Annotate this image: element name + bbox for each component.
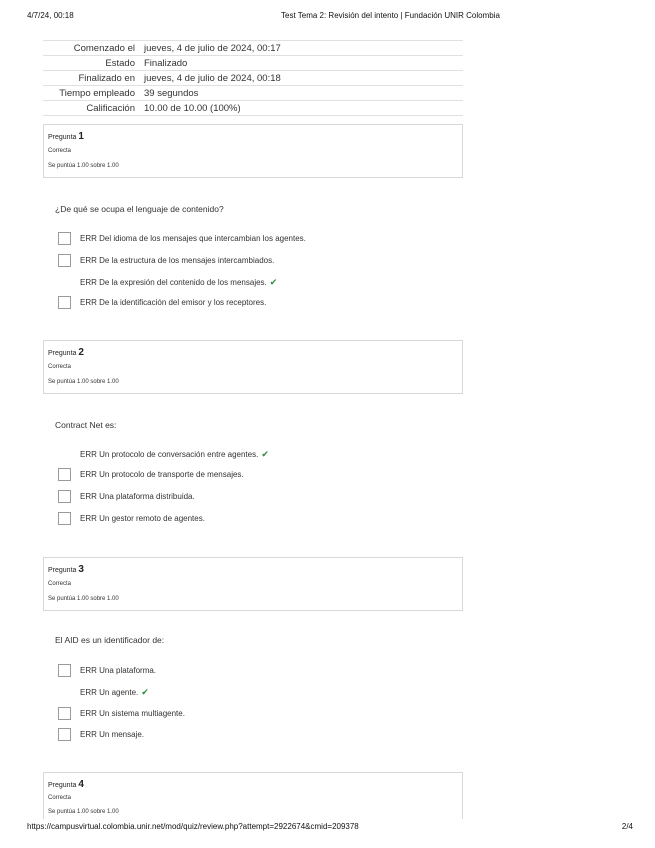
- attempt-summary-table: [43, 40, 463, 116]
- question-text: El AID es un identificador de:: [55, 635, 165, 645]
- answer-option-correct: [58, 447, 458, 461]
- answer-label: ERR Un mensaje.: [80, 730, 145, 739]
- summary-value: jueves, 4 de julio de 2024, 00:18: [144, 72, 281, 84]
- answer-label: ERR Un sistema multiagente.: [80, 709, 185, 718]
- summary-row: [43, 86, 463, 101]
- question-info-2: [43, 340, 463, 394]
- summary-label: Finalizado en: [78, 72, 135, 84]
- summary-label: Calificación: [86, 102, 135, 114]
- check-icon: ✔: [261, 449, 269, 459]
- question-number: Pregunta 1: [48, 131, 84, 142]
- answer-label: ERR Un gestor remoto de agentes.: [80, 514, 205, 523]
- checkbox[interactable]: [58, 490, 71, 503]
- question-grade: Se puntúa 1.00 sobre 1.00: [48, 379, 119, 385]
- answer-label: ERR Un protocolo de transporte de mensajes.: [80, 470, 244, 479]
- answer-label: ERR De la expresión del contenido de los mensajes.: [80, 278, 267, 287]
- question-info-1: [43, 124, 463, 178]
- print-header: [27, 11, 633, 23]
- question-number: Pregunta 3: [48, 564, 84, 575]
- answer-option[interactable]: [58, 664, 458, 678]
- question-state: Correcta: [48, 581, 72, 587]
- answer-option[interactable]: [58, 232, 458, 246]
- page-number: 2/4: [621, 822, 633, 831]
- answer-option[interactable]: [58, 707, 458, 721]
- summary-value: 10.00 de 10.00 (100%): [144, 102, 241, 114]
- print-date: 4/7/24, 00:18: [27, 11, 74, 20]
- question-grade: Se puntúa 1.00 sobre 1.00: [48, 809, 119, 815]
- question-state: Correcta: [48, 148, 72, 154]
- summary-value: 39 segundos: [144, 87, 199, 99]
- answer-option[interactable]: [58, 512, 458, 526]
- answer-option[interactable]: [58, 254, 458, 268]
- summary-row: [43, 56, 463, 71]
- question-text: ¿De qué se ocupa el lenguaje de contenido?: [55, 204, 224, 214]
- answer-label: ERR Un protocolo de conversación entre agentes.: [80, 450, 259, 459]
- summary-label: Estado: [105, 57, 135, 69]
- summary-label: Tiempo empleado: [59, 87, 135, 99]
- question-state: Correcta: [48, 364, 72, 370]
- answer-option-correct: [58, 275, 458, 289]
- answer-label: ERR Un agente.: [80, 688, 139, 697]
- checkbox[interactable]: [58, 232, 71, 245]
- question-number: Pregunta 4: [48, 779, 84, 790]
- checkbox[interactable]: [58, 664, 71, 677]
- summary-value: jueves, 4 de julio de 2024, 00:17: [144, 42, 281, 54]
- question-info-4: [43, 772, 463, 819]
- question-number: Pregunta 2: [48, 347, 84, 358]
- question-state: Correcta: [48, 795, 72, 801]
- question-info-3: [43, 557, 463, 611]
- summary-row: [43, 101, 463, 116]
- answer-option[interactable]: [58, 468, 458, 482]
- answer-label: ERR De la identificación del emisor y los receptores.: [80, 298, 267, 307]
- checkbox[interactable]: [58, 512, 71, 525]
- answer-option[interactable]: [58, 490, 458, 504]
- question-grade: Se puntúa 1.00 sobre 1.00: [48, 596, 119, 602]
- checkbox[interactable]: [58, 296, 71, 309]
- answer-option[interactable]: [58, 296, 458, 310]
- answer-label: ERR Una plataforma distribuida.: [80, 492, 195, 501]
- summary-value: Finalizado: [144, 57, 188, 69]
- checkbox[interactable]: [58, 707, 71, 720]
- summary-label: Comenzado el: [73, 42, 135, 54]
- checkbox[interactable]: [58, 468, 71, 481]
- answer-label: ERR Del idioma de los mensajes que intercambian los agentes.: [80, 234, 306, 243]
- check-icon: ✔: [141, 687, 149, 697]
- checkbox[interactable]: [58, 254, 71, 267]
- question-text: Contract Net es:: [55, 420, 117, 430]
- answer-option-correct: [58, 685, 458, 699]
- summary-row: [43, 41, 463, 56]
- answer-label: ERR Una plataforma.: [80, 666, 157, 675]
- answer-option[interactable]: [58, 728, 458, 742]
- summary-row: [43, 71, 463, 86]
- print-url: https://campusvirtual.colombia.unir.net/mod/quiz/review.php?attempt=2922674&cmid=209378: [27, 822, 359, 831]
- checkbox[interactable]: [58, 728, 71, 741]
- answer-label: ERR De la estructura de los mensajes intercambiados.: [80, 256, 275, 265]
- check-icon: ✔: [269, 277, 278, 287]
- question-grade: Se puntúa 1.00 sobre 1.00: [48, 163, 119, 169]
- print-title: Test Tema 2: Revisión del intento | Fundación UNIR Colombia: [281, 11, 500, 20]
